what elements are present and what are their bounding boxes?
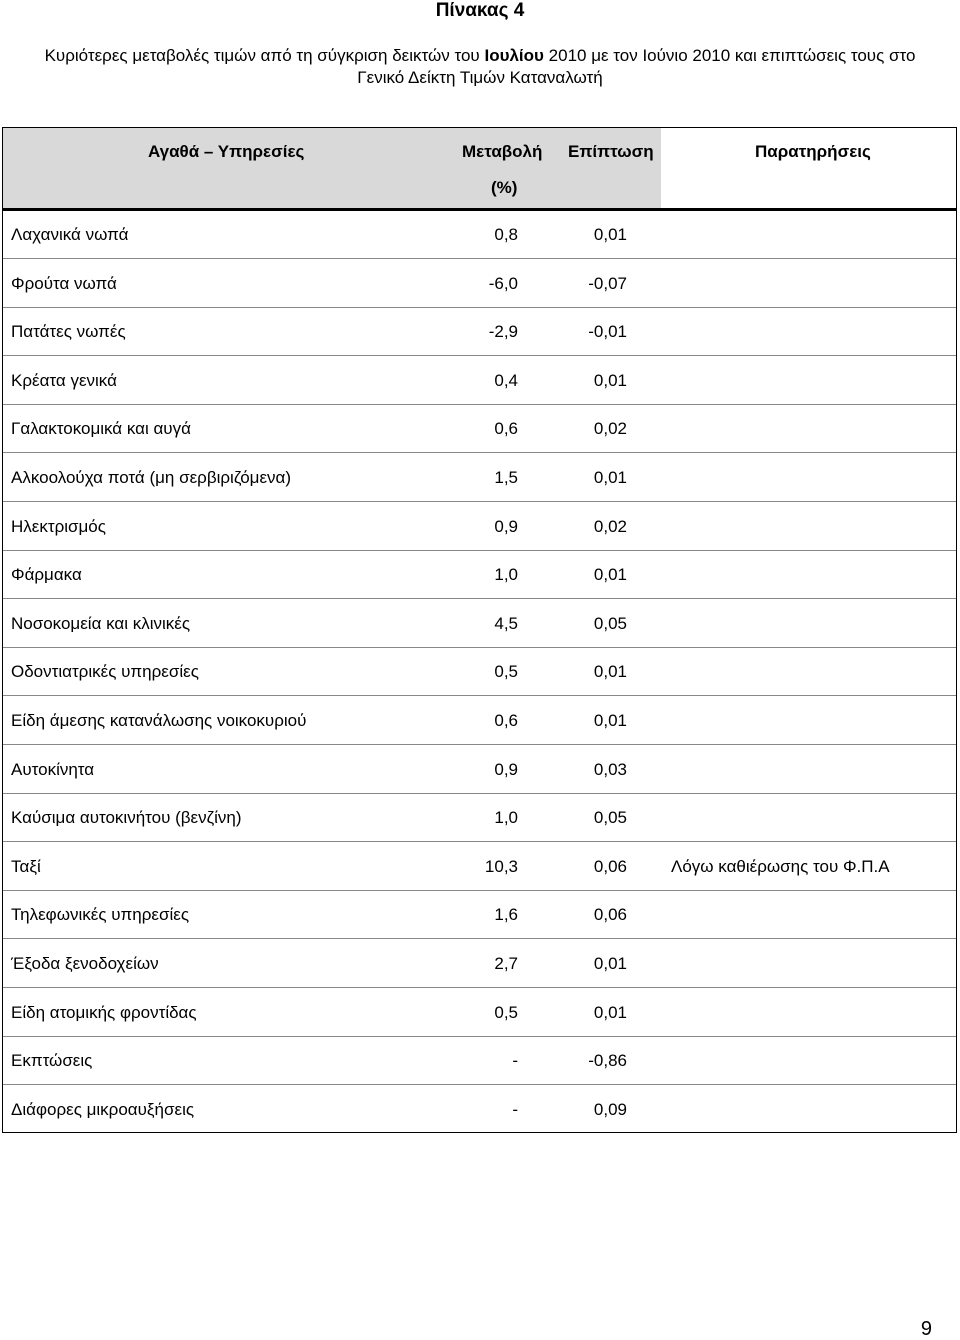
row-change: 1,6 xyxy=(494,905,518,925)
row-note: Λόγω καθιέρωσης του Φ.Π.Α xyxy=(671,856,890,876)
row-impact: 0,03 xyxy=(593,759,627,779)
row-impact: 0,05 xyxy=(593,613,627,633)
row-change: 0,5 xyxy=(494,1002,518,1022)
row-change: 2,7 xyxy=(494,954,518,973)
table-row xyxy=(3,503,956,551)
row-item: Αλκοολούχα ποτά (μη σερβιριζόμενα) xyxy=(11,468,292,487)
row-item: Είδη άμεσης κατανάλωσης νοικοκυριού xyxy=(11,711,307,730)
subtitle-month: Ιουλίου xyxy=(484,46,544,65)
row-item: Έξοδα ξενοδοχείων xyxy=(11,954,159,973)
row-item: Εκπτώσεις xyxy=(11,1051,93,1071)
row-item: Γαλακτοκομικά και αυγά xyxy=(11,419,191,439)
table-row xyxy=(3,697,956,745)
table-row xyxy=(3,1086,956,1134)
row-impact: 0,01 xyxy=(593,711,627,730)
table-row xyxy=(3,648,956,696)
row-item: Φρούτα νωπά xyxy=(11,273,117,293)
table-row xyxy=(3,940,956,988)
table-row xyxy=(3,211,956,259)
row-impact: 0,02 xyxy=(593,516,627,536)
row-item: Ηλεκτρισμός xyxy=(11,516,106,536)
row-change: 0,9 xyxy=(494,759,518,779)
table-row xyxy=(3,600,956,648)
row-change: 1,0 xyxy=(494,808,518,828)
header-impact: Επίπτωση xyxy=(568,142,654,161)
table-row xyxy=(3,308,956,356)
row-impact: -0,01 xyxy=(588,322,627,342)
row-item: Αυτοκίνητα xyxy=(11,759,95,779)
table-subtitle xyxy=(20,45,940,89)
row-impact: -0,07 xyxy=(588,273,627,293)
table-row xyxy=(3,1037,956,1085)
row-impact: 0,06 xyxy=(593,856,627,876)
row-item: Τηλεφωνικές υπηρεσίες xyxy=(11,905,190,925)
header-change-unit: (%) xyxy=(491,178,518,197)
table-row xyxy=(3,794,956,842)
row-change: -2,9 xyxy=(488,322,518,342)
row-item: Πατάτες νωπές xyxy=(11,322,126,342)
subtitle-text-1: Κυριότερες μεταβολές τιμών από τη σύγκριση δεικτών του xyxy=(44,46,485,65)
row-change: 0,5 xyxy=(494,662,518,682)
row-change: 0,4 xyxy=(494,370,518,390)
row-impact: -0,86 xyxy=(588,1051,627,1071)
row-impact: 0,01 xyxy=(593,565,627,585)
row-impact: 0,01 xyxy=(593,954,627,973)
row-impact: 0,01 xyxy=(593,1002,627,1022)
header-notes: Παρατηρήσεις xyxy=(755,142,871,161)
price-changes-table xyxy=(2,127,957,1133)
row-item: Διάφορες μικροαυξήσεις xyxy=(11,1099,195,1119)
row-impact: 0,01 xyxy=(593,370,627,390)
row-change: 0,8 xyxy=(494,225,518,244)
row-change: 0,6 xyxy=(494,419,518,439)
row-change: 0,6 xyxy=(494,711,518,730)
row-change: 1,0 xyxy=(494,565,518,585)
table-row xyxy=(3,260,956,308)
row-impact: 0,09 xyxy=(593,1099,627,1119)
row-item: Λαχανικά νωπά xyxy=(11,225,129,244)
row-change: 0,9 xyxy=(494,516,518,536)
page-number: 9 xyxy=(920,1318,932,1340)
table-row xyxy=(3,746,956,794)
row-item: Νοσοκομεία και κλινικές xyxy=(11,613,191,633)
row-change: 1,5 xyxy=(494,468,518,487)
row-impact: 0,01 xyxy=(593,468,627,487)
table-header xyxy=(3,128,661,208)
table-row xyxy=(3,551,956,599)
table-row xyxy=(3,357,956,405)
row-impact: 0,01 xyxy=(593,662,627,682)
table-row xyxy=(3,454,956,502)
row-change: 4,5 xyxy=(494,613,518,633)
row-impact: 0,06 xyxy=(593,905,627,925)
table-row xyxy=(3,891,956,939)
header-change: Μεταβολή xyxy=(462,142,543,161)
row-change: 10,3 xyxy=(484,856,518,876)
subtitle-text-2: 2010 με τον Ιούνιο 2010 και επιπτώσεις τους στο Γενικό Δείκτη Τιμών Καταναλωτή xyxy=(357,46,916,87)
row-change: - xyxy=(512,1051,518,1071)
header-item: Αγαθά – Υπηρεσίες xyxy=(148,142,305,161)
table-row xyxy=(3,843,956,891)
table-title: Πίνακας 4 xyxy=(435,0,525,21)
row-item: Είδη ατομικής φροντίδας xyxy=(11,1002,197,1022)
row-impact: 0,05 xyxy=(593,808,627,828)
row-item: Καύσιμα αυτοκινήτου (βενζίνη) xyxy=(11,808,242,828)
row-item: Φάρμακα xyxy=(11,565,82,585)
table-row xyxy=(3,989,956,1037)
table-row xyxy=(3,405,956,453)
row-impact: 0,02 xyxy=(593,419,627,439)
row-change: -6,0 xyxy=(488,273,518,293)
row-item: Κρέατα γενικά xyxy=(11,370,117,390)
row-impact: 0,01 xyxy=(593,225,627,244)
row-item: Οδοντιατρικές υπηρεσίες xyxy=(11,662,199,682)
row-change: - xyxy=(512,1099,518,1119)
row-item: Ταξί xyxy=(11,856,41,876)
